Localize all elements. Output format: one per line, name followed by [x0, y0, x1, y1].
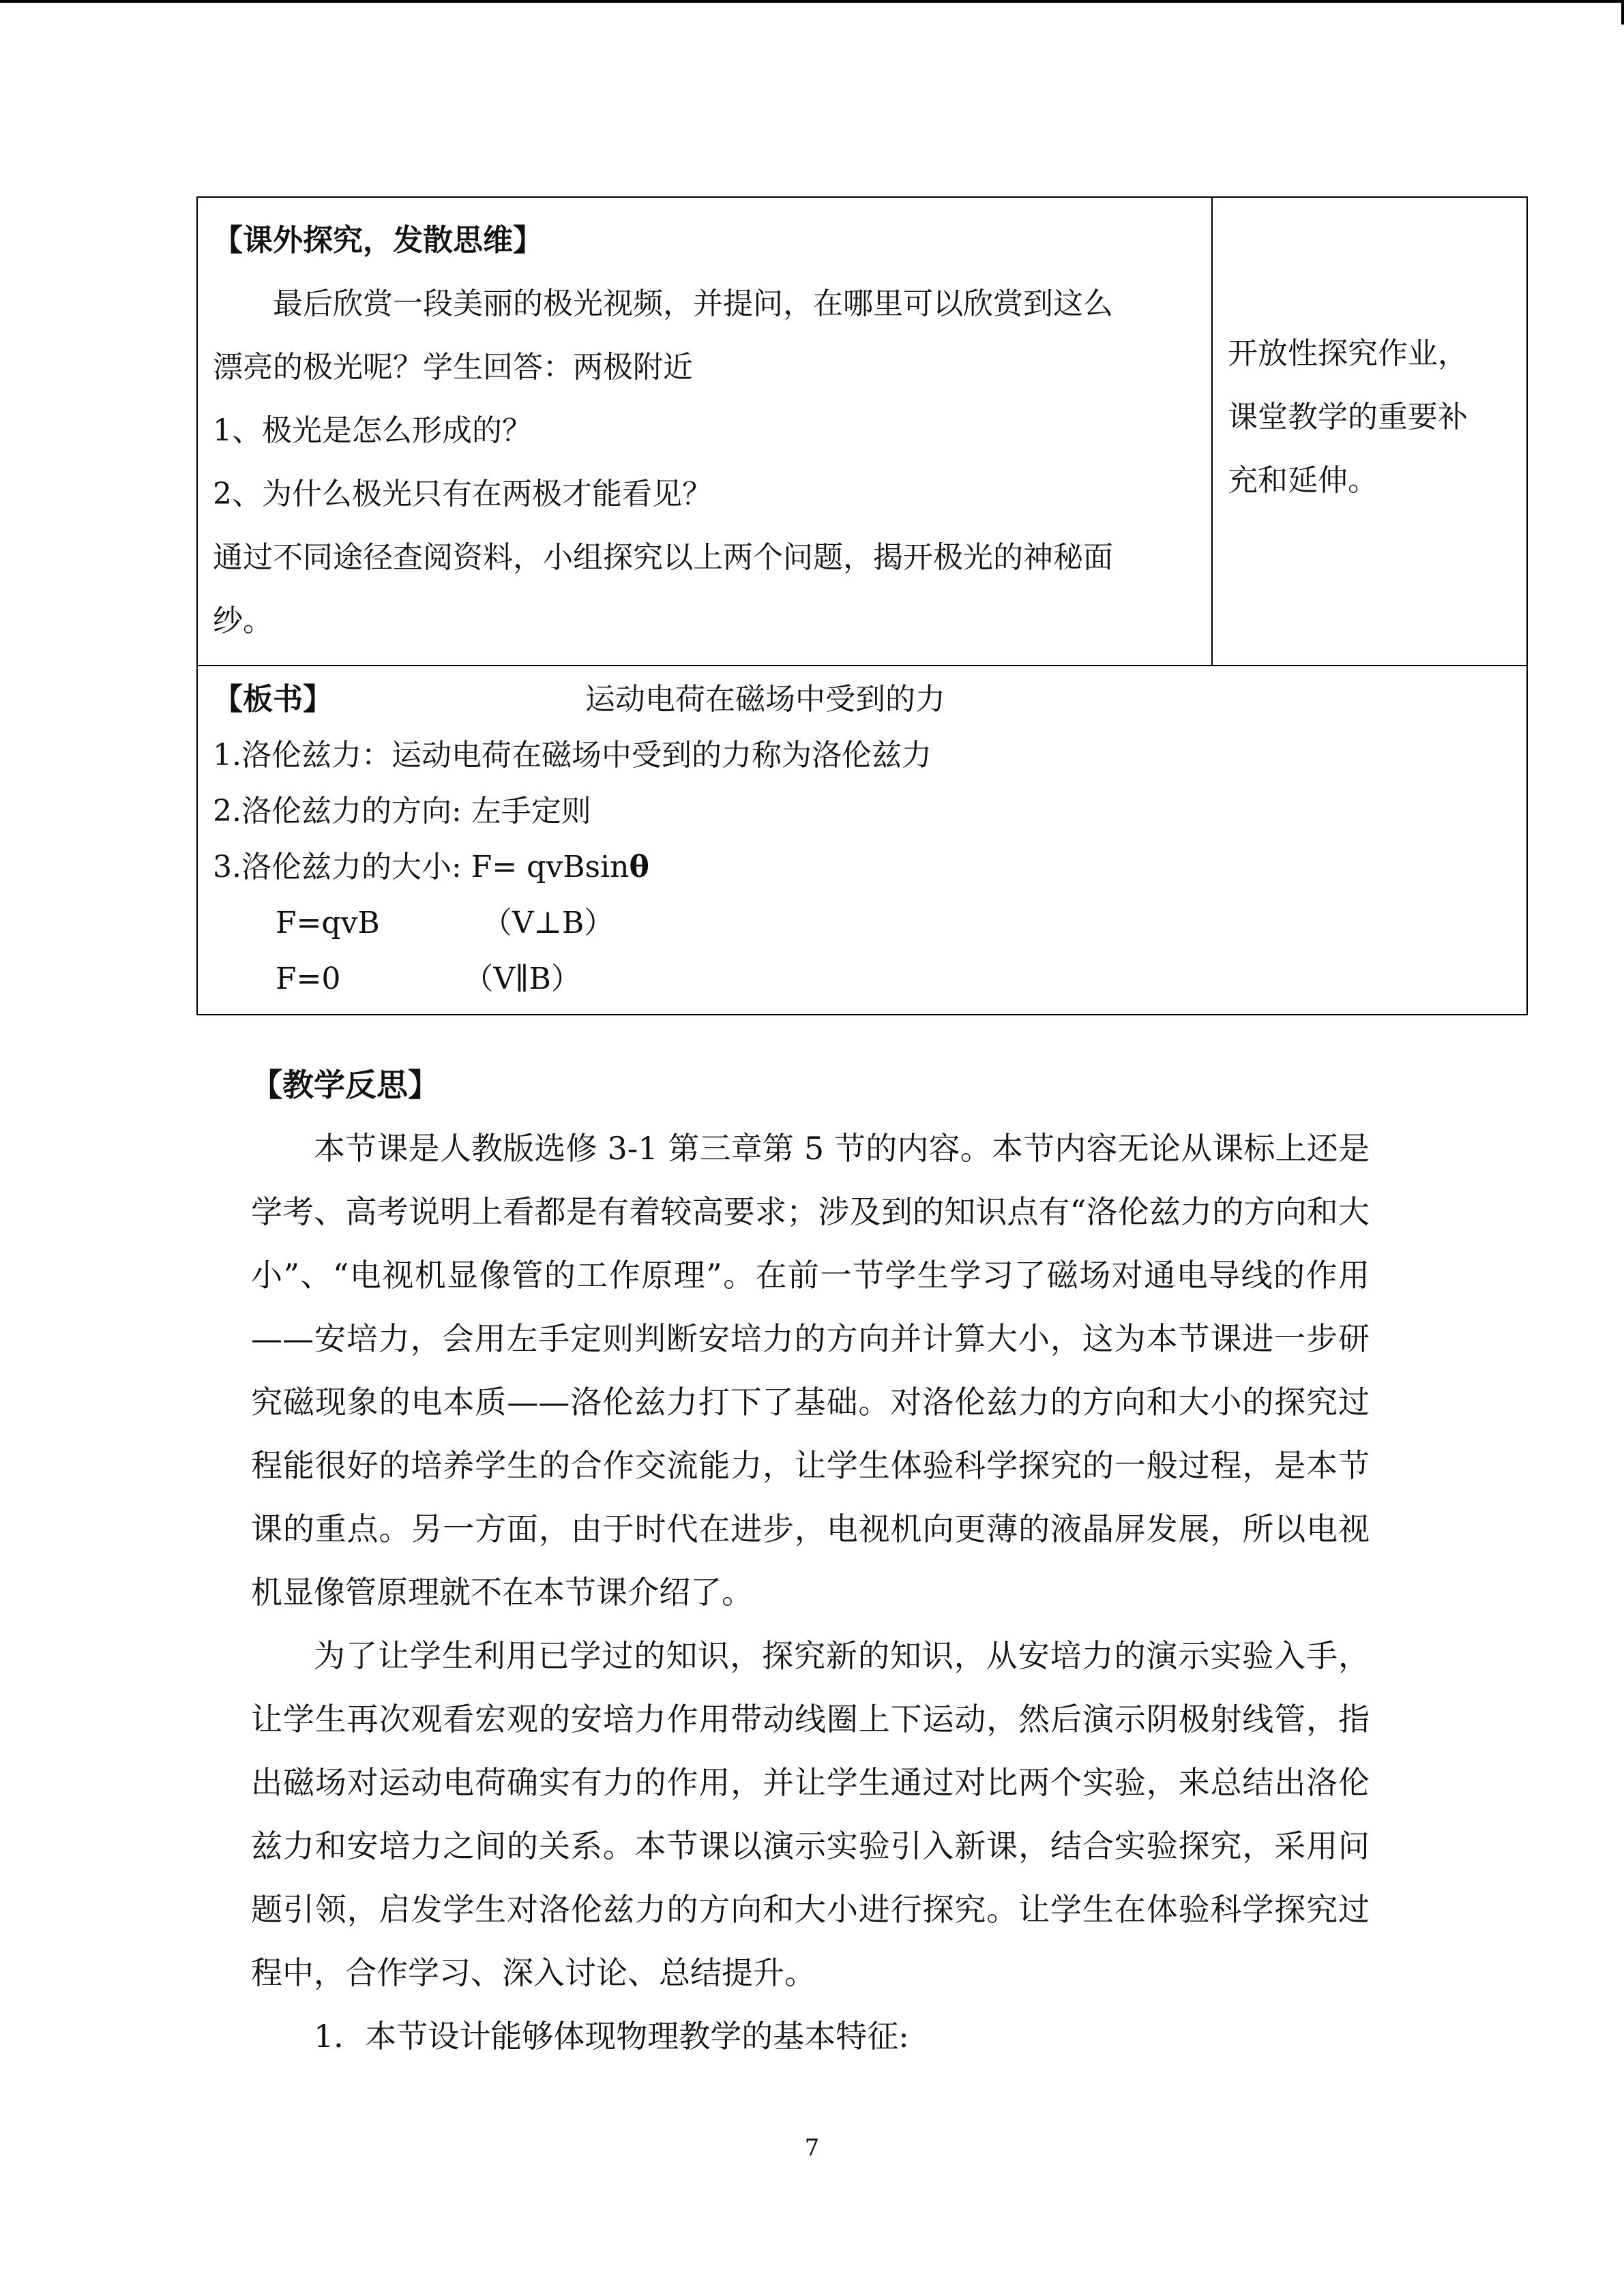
reflection-heading: 【教学反思】	[251, 1067, 439, 1103]
explore-question-1: 1、极光是怎么形成的？	[213, 413, 532, 448]
board-title-row	[213, 672, 1511, 728]
board-line-2: 2.洛伦兹力的方向: 左手定则	[213, 794, 591, 829]
theta-symbol: θ	[629, 850, 649, 884]
formula-parallel	[213, 951, 1511, 1007]
formula-1: F=qvB	[276, 906, 380, 940]
board-line-3-text: 3.洛伦兹力的大小: F= qvBsin	[213, 850, 630, 884]
board-cell	[197, 666, 1527, 1015]
board-line-1: 1.洛伦兹力：运动电荷在磁场中受到的力称为洛伦兹力	[213, 738, 932, 773]
top-border-line	[0, 0, 1624, 3]
board-label: 【板书】	[213, 682, 333, 717]
teaching-reflection	[251, 1054, 1370, 2068]
explore-intro-line-2: 漂亮的极光呢？学生回答：两极附近	[213, 350, 693, 385]
reflection-paragraph-1: 本节课是人教版选修 3-1 第三章第 5 节的内容。本节内容无论从课标上还是学考、高考说明上看都是有着较高要求；涉及到的知识点有“洛伦兹力的方向和大小”、“电视机显像管的工作原理”。在前一节学生学习了磁场对通电导线的作用——安培力，会用左手定则判断安培力的方向并计算大小，这为本节课进一步研究磁现象的电本质——洛伦兹力打下了基础。对洛伦兹力的方向和大小的探究过程能很好的培养学生的合作交流能力，让学生体验科学探究的一般过程，是本节课的重点。另一方面，由于时代在进步，电视机向更薄的液晶屏发展，所以电视机显像管原理就不在本节课介绍了。	[251, 1130, 1370, 1611]
side-note-line-2: 课堂教学的重要补	[1228, 400, 1468, 434]
side-note-line-1: 开放性探究作业，	[1228, 336, 1468, 371]
condition-1: （V⊥B）	[482, 906, 615, 940]
reflection-paragraph-3: 1．本节设计能够体现物理教学的基本特征:	[314, 2018, 909, 2055]
explore-task-line-2: 纱。	[213, 603, 273, 638]
formula-2: F=0	[276, 961, 341, 996]
board-row	[197, 666, 1527, 1015]
board-title: 运动电荷在磁场中受到的力	[585, 682, 945, 717]
explore-question-2: 2、为什么极光只有在两极才能看见？	[213, 477, 712, 511]
explore-heading: 【课外探究，发散思维】	[213, 223, 543, 258]
condition-2: （V∥B）	[463, 961, 581, 996]
explore-intro-line-1: 最后欣赏一段美丽的极光视频，并提问，在哪里可以欣赏到这么	[273, 286, 1113, 321]
reflection-paragraph-2: 为了让学生利用已学过的知识，探究新的知识，从安培力的演示实验入手，让学生再次观看宏观的安培力作用带动线圈上下运动，然后演示阴极射线管，指出磁场对运动电荷确实有力的作用，并让学生通过对比两个实验，来总结出洛伦兹力和安培力之间的关系。本节课以演示实验引入新课，结合实验探究，采用问题引领，启发学生对洛伦兹力的方向和大小进行探究。让学生在体验科学探究过程中，合作学习、深入讨论、总结提升。	[251, 1637, 1370, 1991]
corner-border-line	[1621, 0, 1624, 25]
board-line-3	[213, 839, 1511, 895]
side-note-line-3: 充和延伸。	[1228, 463, 1378, 498]
explore-cell	[197, 197, 1212, 666]
lesson-table	[196, 196, 1528, 1015]
side-note-cell	[1212, 197, 1527, 666]
explore-task-line-1: 通过不同途径查阅资料，小组探究以上两个问题，揭开极光的神秘面	[213, 540, 1113, 575]
formula-perpendicular	[213, 895, 1511, 951]
page-number: 7	[804, 2134, 820, 2162]
explore-row	[197, 197, 1527, 666]
